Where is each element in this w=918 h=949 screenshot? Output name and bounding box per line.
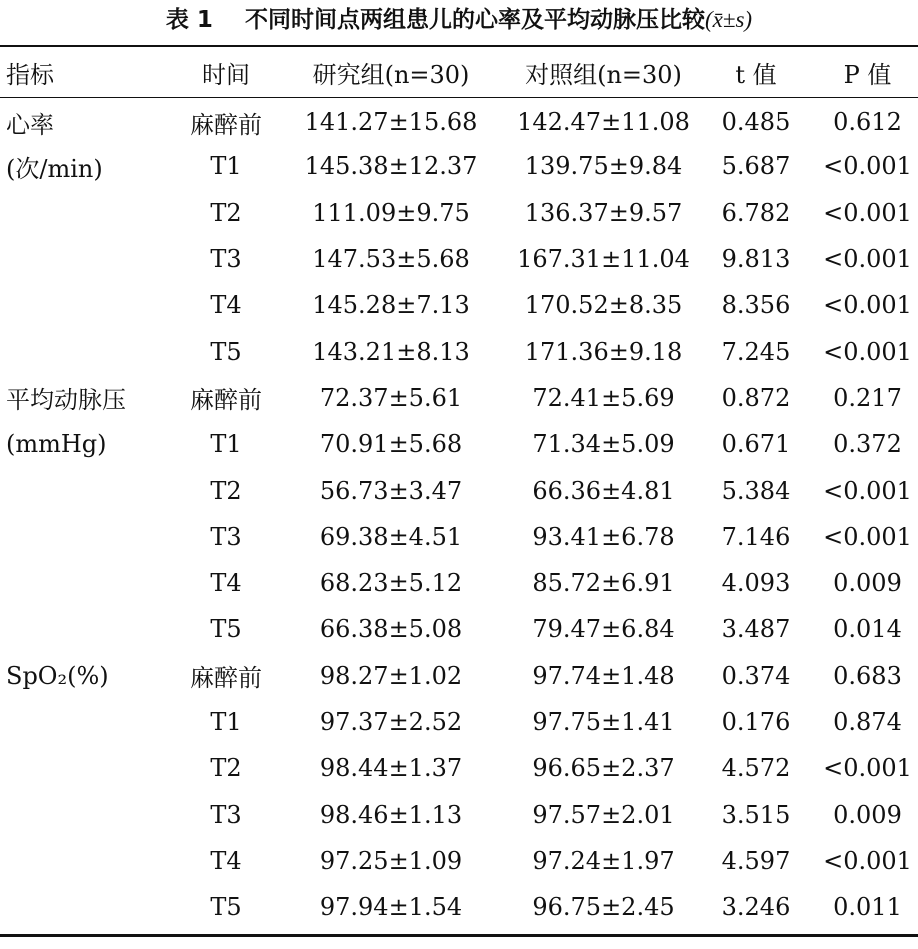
cell-time: T3: [210, 800, 242, 829]
cell-control-group: 142.47±11.08: [517, 108, 690, 137]
cell-study-group: 97.37±2.52: [319, 708, 463, 736]
cell-t-value: 0.671: [721, 430, 791, 459]
cell-t-value: 5.384: [721, 476, 791, 505]
cell-indicator: [0, 328, 176, 374]
cell-study-group: 145.28±7.13: [312, 291, 470, 320]
cell-time: T4: [210, 569, 242, 598]
table-caption: [0, 0, 918, 44]
header-p-value: P 值: [843, 60, 892, 89]
table-row: [0, 421, 918, 467]
cell-indicator: SpO₂(%): [6, 661, 109, 690]
cell-indicator: [0, 699, 176, 745]
table-row: [0, 143, 918, 189]
table-bottom-rule: [0, 934, 918, 937]
cell-t-value: 5.687: [721, 152, 791, 181]
cell-study-group: 69.38±4.51: [319, 522, 463, 551]
cell-study-group: 98.27±1.02: [319, 661, 463, 690]
cell-indicator: [0, 838, 176, 884]
cell-time: T5: [210, 337, 242, 366]
cell-control-group: 97.75±1.41: [532, 708, 675, 736]
cell-time: T4: [210, 291, 242, 320]
cell-t-value: 7.245: [721, 337, 791, 366]
cell-indicator: [0, 190, 176, 236]
cell-time: T2: [210, 198, 242, 227]
cell-indicator: [0, 791, 176, 837]
cell-p-value: 0.874: [833, 708, 902, 736]
cell-study-group: 143.21±8.13: [312, 337, 470, 366]
header-control-group: 对照组(n=30): [525, 60, 682, 89]
cell-control-group: 96.75±2.45: [532, 893, 675, 922]
table-row: [0, 884, 918, 930]
cell-study-group: 97.25±1.09: [319, 846, 463, 875]
table-body: [0, 97, 918, 930]
cell-control-group: 72.41±5.69: [532, 383, 675, 412]
cell-control-group: 66.36±4.81: [532, 476, 675, 505]
table-row: [0, 606, 918, 652]
cell-time: T5: [210, 615, 242, 644]
cell-t-value: 0.176: [721, 708, 791, 736]
caption-title: 不同时间点两组患儿的心率及平均动脉压比较: [244, 7, 705, 33]
cell-indicator: (mmHg): [6, 430, 107, 459]
cell-p-value: 0.217: [833, 383, 902, 412]
cell-indicator: [0, 884, 176, 930]
cell-indicator: [0, 560, 176, 606]
cell-t-value: 3.487: [721, 615, 791, 644]
cell-time: T2: [210, 754, 242, 783]
cell-time: T3: [210, 522, 242, 551]
table-row: [0, 467, 918, 513]
table-row: [0, 282, 918, 328]
cell-time: T1: [210, 708, 242, 736]
cell-control-group: 79.47±6.84: [532, 615, 675, 644]
cell-time: T1: [210, 152, 242, 181]
cell-p-value: 0.612: [833, 108, 902, 137]
cell-time: 麻醉前: [190, 110, 262, 139]
cell-control-group: 170.52±8.35: [524, 291, 683, 320]
table-row: [0, 653, 918, 699]
cell-control-group: 97.57±2.01: [532, 800, 675, 829]
cell-p-value: <0.001: [823, 522, 912, 551]
header-time: 时间: [202, 60, 250, 89]
cell-indicator: [0, 514, 176, 560]
data-table: [0, 47, 918, 930]
cell-control-group: 97.74±1.48: [532, 661, 675, 690]
cell-t-value: 7.146: [721, 522, 791, 551]
cell-indicator: [0, 745, 176, 791]
cell-p-value: <0.001: [823, 198, 912, 227]
table-row: [0, 560, 918, 606]
table-row: [0, 699, 918, 745]
cell-t-value: 6.782: [721, 198, 791, 227]
cell-study-group: 111.09±9.75: [312, 198, 470, 227]
cell-p-value: <0.001: [823, 754, 912, 783]
cell-time: 麻醉前: [190, 386, 262, 415]
cell-p-value: <0.001: [823, 476, 912, 505]
cell-study-group: 141.27±15.68: [304, 108, 478, 137]
cell-p-value: 0.009: [833, 800, 902, 829]
cell-control-group: 93.41±6.78: [532, 522, 675, 551]
cell-p-value: <0.001: [823, 245, 912, 274]
cell-control-group: 97.24±1.97: [532, 846, 675, 875]
cell-study-group: 68.23±5.12: [319, 569, 463, 598]
header-t-value: t 值: [735, 60, 777, 89]
cell-t-value: 4.572: [721, 754, 791, 783]
table-row: [0, 190, 918, 236]
table-row: [0, 745, 918, 791]
cell-time: T5: [210, 893, 242, 922]
cell-p-value: <0.001: [823, 152, 912, 181]
cell-study-group: 145.38±12.37: [304, 152, 478, 181]
cell-time: T1: [210, 430, 242, 459]
cell-t-value: 8.356: [721, 291, 791, 320]
table-row: [0, 97, 918, 143]
cell-indicator: [0, 236, 176, 282]
header-row: [0, 47, 918, 97]
cell-control-group: 71.34±5.09: [532, 430, 675, 459]
cell-study-group: 98.44±1.37: [319, 754, 463, 783]
cell-t-value: 4.597: [721, 846, 791, 875]
cell-study-group: 97.94±1.54: [319, 893, 463, 922]
cell-study-group: 70.91±5.68: [319, 430, 463, 459]
caption-stat: (x̄±s): [704, 7, 753, 32]
cell-control-group: 139.75±9.84: [524, 152, 683, 181]
cell-control-group: 85.72±6.91: [532, 569, 675, 598]
cell-indicator: [0, 467, 176, 513]
cell-indicator: 平均动脉压: [6, 386, 126, 415]
cell-study-group: 147.53±5.68: [312, 245, 470, 274]
cell-p-value: 0.011: [833, 893, 902, 922]
cell-t-value: 4.093: [721, 569, 791, 598]
table-row: [0, 375, 918, 421]
cell-control-group: 171.36±9.18: [524, 337, 683, 366]
cell-indicator: [0, 282, 176, 328]
cell-control-group: 96.65±2.37: [532, 754, 675, 783]
cell-t-value: 0.872: [721, 383, 791, 412]
table-row: [0, 236, 918, 282]
cell-control-group: 167.31±11.04: [517, 245, 690, 274]
cell-study-group: 72.37±5.61: [319, 383, 463, 412]
cell-p-value: <0.001: [823, 846, 912, 875]
cell-t-value: 0.374: [721, 661, 791, 690]
cell-p-value: <0.001: [823, 337, 912, 366]
cell-indicator: 心率: [6, 110, 54, 139]
cell-study-group: 66.38±5.08: [319, 615, 463, 644]
header-indicator: 指标: [6, 60, 54, 89]
cell-p-value: 0.683: [833, 661, 902, 690]
cell-indicator: [0, 606, 176, 652]
cell-study-group: 56.73±3.47: [319, 476, 463, 505]
cell-p-value: <0.001: [823, 291, 912, 320]
table-row: [0, 838, 918, 884]
cell-time: T4: [210, 846, 242, 875]
table-row: [0, 328, 918, 374]
cell-p-value: 0.372: [833, 430, 902, 459]
cell-t-value: 9.813: [721, 245, 791, 274]
cell-study-group: 98.46±1.13: [319, 800, 463, 829]
cell-t-value: 0.485: [721, 108, 791, 137]
header-study-group: 研究组(n=30): [312, 60, 470, 89]
cell-control-group: 136.37±9.57: [524, 198, 683, 227]
cell-t-value: 3.246: [721, 893, 791, 922]
cell-time: T2: [210, 476, 242, 505]
cell-p-value: 0.009: [833, 569, 902, 598]
caption-label: 表 1: [165, 7, 213, 33]
cell-time: 麻醉前: [190, 664, 262, 693]
cell-p-value: 0.014: [833, 615, 902, 644]
cell-time: T3: [210, 245, 242, 274]
cell-t-value: 3.515: [721, 800, 791, 829]
table-row: [0, 791, 918, 837]
cell-indicator: (次/min): [6, 154, 103, 183]
table-row: [0, 514, 918, 560]
